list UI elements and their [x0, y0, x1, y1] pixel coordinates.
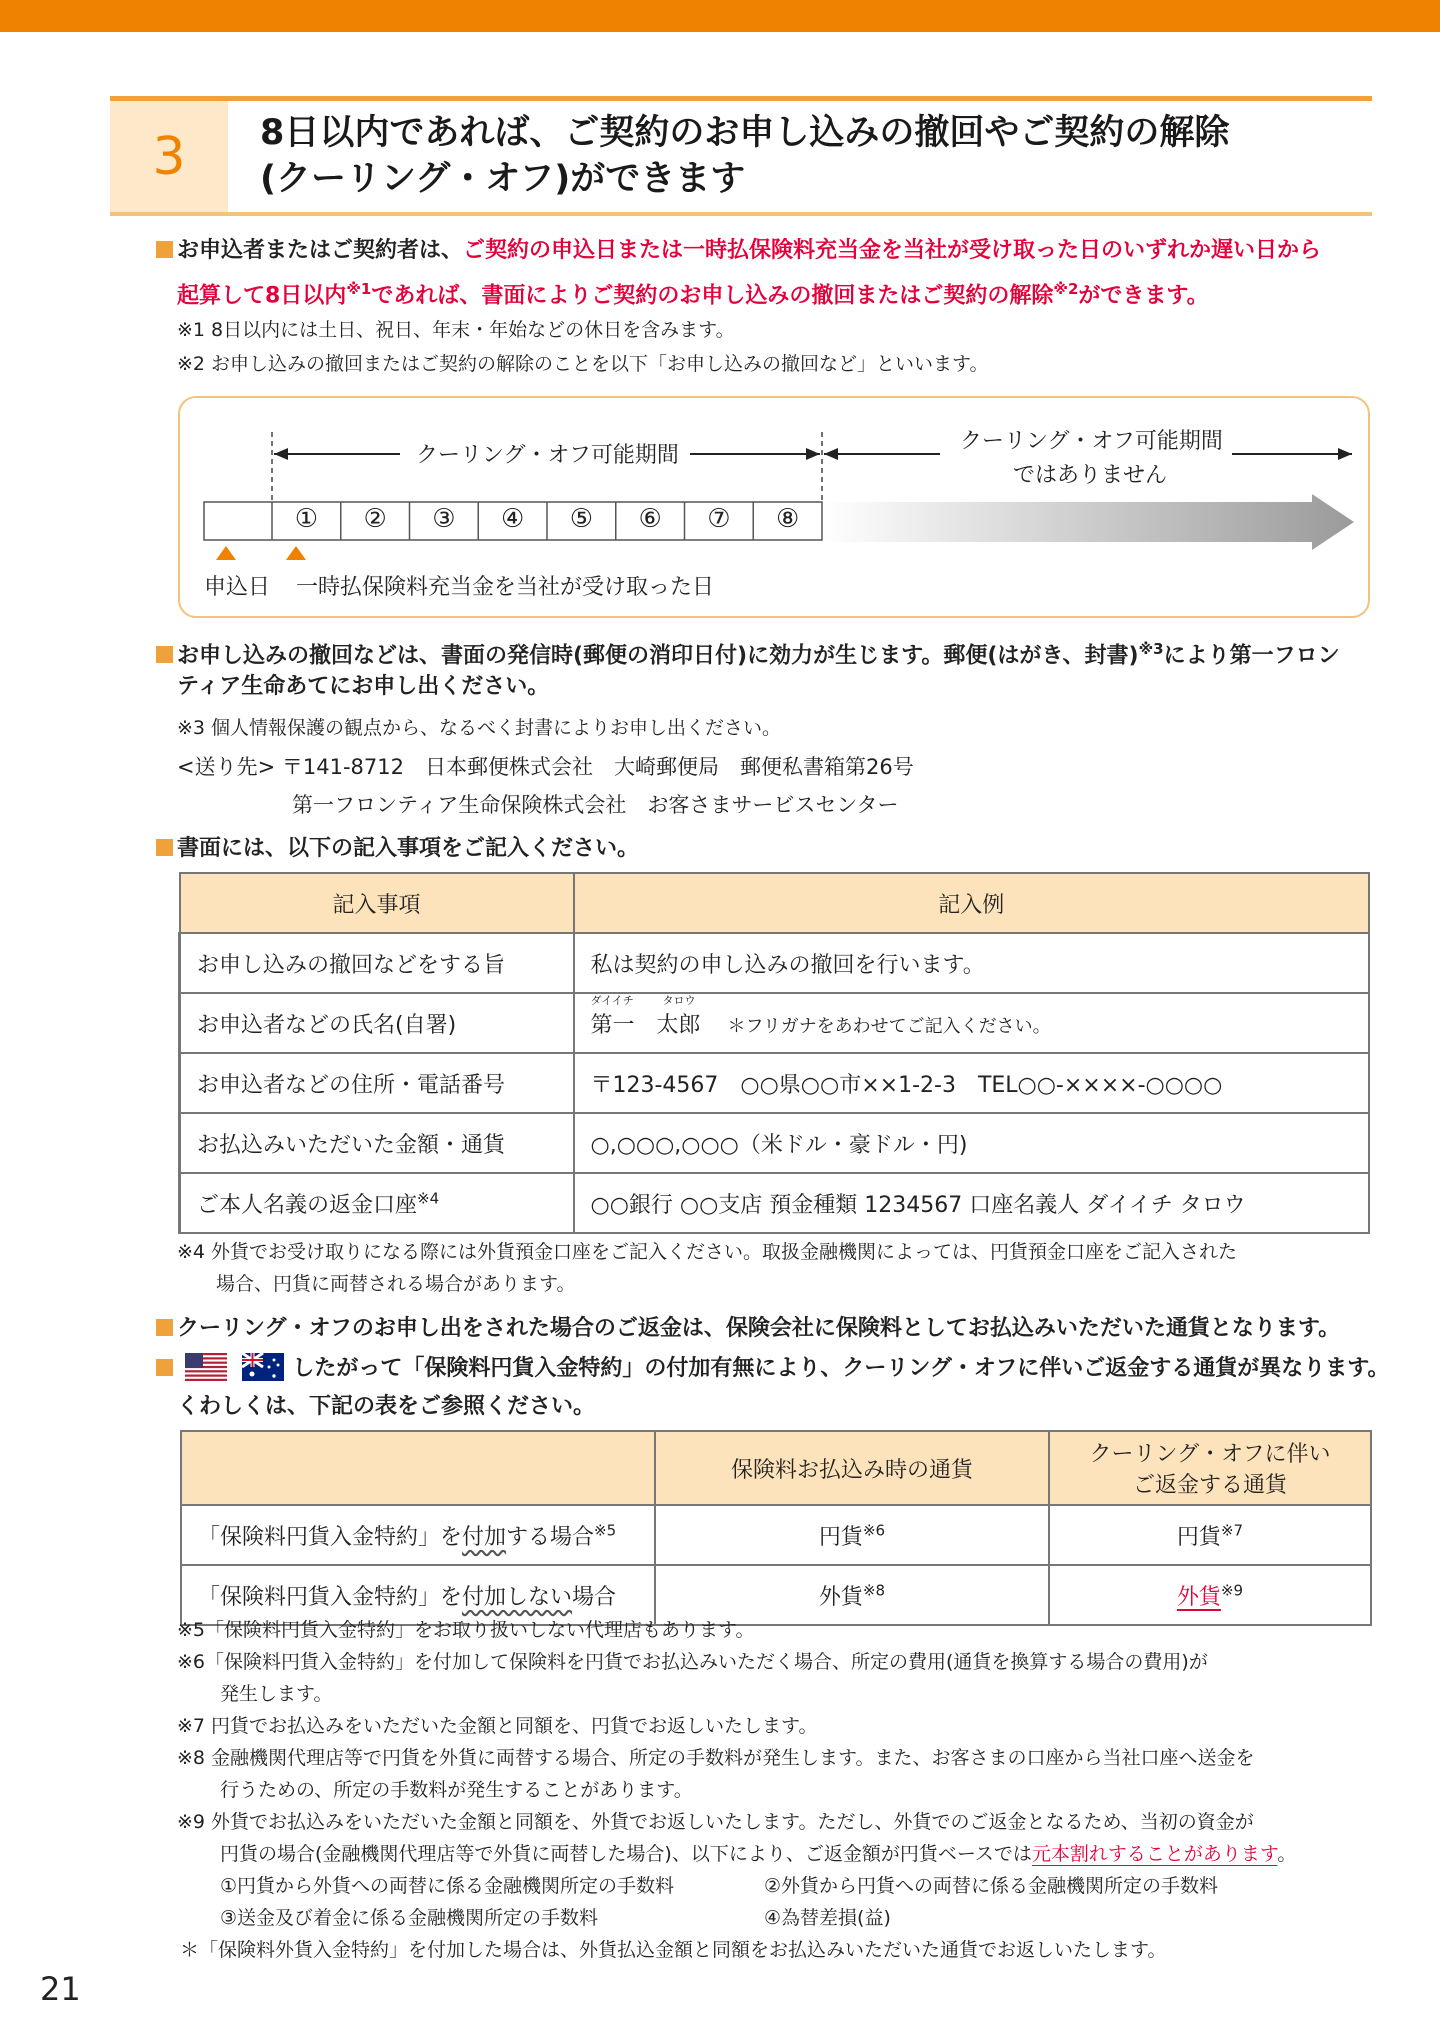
row-example: ○,○○○,○○○（米ドル・豪ドル・円)	[574, 1113, 1370, 1173]
para4-text: クーリング・オフのお申し出をされた場合のご返金は、保険会社に保険料としてお払込みいただいた通貨となります。	[177, 1316, 1341, 1341]
australia-flag-icon	[242, 1353, 284, 1381]
bullet-square	[156, 1359, 173, 1376]
ruby-given: タロウ	[662, 993, 696, 1007]
paragraph-cooling-off-line2	[177, 270, 1209, 315]
header-bottom-rule	[110, 212, 1372, 216]
fee-4: ④為替差損(益)	[764, 1907, 891, 1929]
refund-value-foreign: 外貨	[1176, 1584, 1221, 1610]
table-row	[180, 993, 1370, 1053]
table-row	[180, 1113, 1370, 1173]
day-label: ④	[500, 504, 525, 534]
para3-text: 書面には、以下の記入事項をご記入ください。	[177, 836, 640, 861]
bullet-square	[156, 839, 173, 856]
bullet-square	[156, 1319, 173, 1336]
row-item: お払込みいただいた金額・通貨	[180, 1113, 574, 1173]
para1-red2a: 起算して8日以内	[177, 283, 347, 309]
label-c: する場合	[506, 1524, 595, 1550]
row-label-with-rider	[181, 1505, 655, 1565]
para1-red-line1: ご契約の申込日または一時払保険料充当金を当社が受け取った日のいずれか遅い日から	[463, 238, 1322, 263]
name-example: 第一 太郎	[590, 1012, 701, 1038]
name-with-ruby	[590, 993, 701, 1039]
outside-arrow-right-head	[1338, 448, 1352, 460]
ruby-surname: ダイイチ	[590, 993, 634, 1007]
table-row	[180, 1053, 1370, 1113]
row-item	[180, 1173, 574, 1233]
row-example: 私は契約の申し込みの撤回を行います。	[574, 933, 1370, 993]
header-top-rule	[110, 96, 1372, 101]
note-5: ※5「保険料円貨入金特約」をお取り扱いしない代理店もあります。	[177, 1619, 755, 1641]
paragraph-postmark-line2: ティア生命あてにお申し出ください。	[177, 674, 550, 699]
row-item: お申込者などの住所・電話番号	[180, 1053, 574, 1113]
header-refund-currency	[1049, 1431, 1371, 1505]
day-label: ①	[294, 504, 319, 534]
period-arrow-right-head	[806, 448, 820, 460]
address-line1	[177, 748, 914, 786]
cooling-off-timeline-diagram	[178, 396, 1370, 618]
note-6-line1: ※6「保険料円貨入金特約」を付加して保険料を円貨でお払込みいただく場合、所定の費用(通貨を換算する場合の費用)が	[177, 1651, 1208, 1673]
day-label: ⑦	[707, 504, 731, 534]
para1-red2b: であれば、書面によりご契約のお申し込みの撤回またはご契約の解除	[371, 283, 1054, 309]
row-example: 〒123-4567 ○○県○○市××1-2-3 TEL○○-××××-○○○○	[574, 1053, 1370, 1113]
note-4-line2: 場合、円貨に両替される場合があります。	[216, 1273, 576, 1295]
note-4-line1: ※4 外貨でお受け取りになる際には外貨預金口座をご記入ください。取扱金融機関によっては、円貨預金口座をご記入された	[177, 1241, 1238, 1263]
pay-value: 円貨	[818, 1524, 863, 1550]
furigana-hint: ＊フリガナをあわせてご記入ください。	[727, 1015, 1051, 1037]
para2-line1a: お申し込みの撤回などは、書面の発信時(郵便の消印日付)に効力が生じます。郵便(はがき、封書)	[177, 643, 1139, 669]
form-items-table	[178, 872, 1370, 1234]
footnote-ref-8: ※8	[862, 1581, 886, 1600]
para1-prefix: お申込者またはご契約者は、	[177, 238, 464, 263]
note9-a: 円貨の場合(金融機関代理店等で外貨に両替した場合)、以下により、ご返金額が円貨ベースでは	[220, 1843, 1032, 1865]
row-item-text: ご本人名義の返金口座	[197, 1192, 418, 1218]
address-line2: 第一フロンティア生命保険株式会社 お客さまサービスセンター	[292, 793, 899, 817]
day-label: ⑤	[569, 504, 594, 534]
paragraph-form-intro	[156, 830, 639, 868]
bullet-square	[156, 241, 173, 258]
day-label: ⑧	[775, 504, 800, 534]
label-c: 場合	[572, 1584, 617, 1610]
refund-currency-table	[180, 1430, 1372, 1626]
table-header-row	[180, 873, 1370, 933]
table-row	[180, 1173, 1370, 1233]
header-item: 記入事項	[180, 873, 574, 933]
cell-refund	[1049, 1565, 1371, 1625]
bullet-square	[156, 646, 173, 663]
cell-refund	[1049, 1505, 1371, 1565]
day-label: ②	[363, 504, 387, 534]
note-7: ※7 円貨でお払込みをいただいた金額と同額を、円貨でお返しいたします。	[177, 1715, 818, 1737]
outside-label-1: クーリング・オフ可能期間	[960, 429, 1223, 454]
section-title	[260, 110, 1229, 202]
marker-premium-received	[286, 546, 306, 560]
note-1: ※1 8日以内には土日、祝日、年末・年始などの休日を含みます。	[177, 319, 735, 341]
para1-red2c: ができます。	[1078, 283, 1209, 309]
para2-line1b: により第一フロン	[1163, 643, 1340, 669]
table-row	[180, 933, 1370, 993]
outside-arrow-left-head	[824, 448, 838, 460]
period-arrow-left-head	[274, 448, 288, 460]
row-item: お申込者などの氏名(自署)	[180, 993, 574, 1053]
footnote-ref-3: ※3	[1138, 640, 1164, 658]
note-2: ※2 お申し込みの撤回またはご契約の解除のことを以下「お申し込みの撤回など」といいます。	[177, 353, 989, 375]
footnote-ref-7: ※7	[1220, 1521, 1244, 1540]
label-a: 「保険料円貨入金特約」を	[198, 1524, 463, 1550]
marker-label-application: 申込日	[204, 575, 271, 600]
para5-line1: したがって「保険料円貨入金特約」の付加有無により、クーリング・オフに伴いご返金する通貨が異なります。	[292, 1356, 1390, 1381]
footnote-ref-9: ※9	[1220, 1581, 1244, 1600]
header-refund-line1: クーリング・オフに伴い	[1089, 1442, 1331, 1467]
table-row	[181, 1505, 1371, 1565]
fee-1: ①円貨から外貨への両替に係る金融機関所定の手数料	[220, 1875, 675, 1897]
outside-label-2: ではありません	[1012, 463, 1167, 488]
label-a: 「保険料円貨入金特約」を	[198, 1584, 463, 1610]
gradient-arrow	[822, 494, 1354, 550]
day-label: ⑥	[638, 504, 662, 534]
label-emph: 付加	[462, 1524, 507, 1550]
note-9-line2	[220, 1838, 1296, 1870]
footnote-ref-6: ※6	[862, 1521, 886, 1540]
header-refund-line2: ご返金する通貨	[1132, 1473, 1287, 1498]
footnote-ref-1: ※1	[346, 280, 372, 298]
footnote-ref-4: ※4	[417, 1189, 440, 1208]
note-9-line1: ※9 外貨でお払込みをいただいた金額と同額を、外貨でお返しいたします。ただし、外貨でのご返金となるため、当初の資金が	[177, 1811, 1254, 1833]
top-accent-bar	[0, 0, 1440, 32]
fee-3: ③送金及び着金に係る金融機関所定の手数料	[220, 1907, 599, 1929]
note9-principal-loss: 元本割れすることがあります	[1031, 1843, 1278, 1865]
row-example: ○○銀行 ○○支店 預金種類 1234567 口座名義人 ダイイチ タロウ	[574, 1173, 1370, 1233]
header-example: 記入例	[574, 873, 1370, 933]
paragraph-rider-difference	[156, 1350, 1390, 1388]
address-label: <送り先>	[177, 755, 276, 779]
note-6-line2: 発生します。	[220, 1683, 333, 1705]
table-header-row	[181, 1431, 1371, 1505]
marker-application-date	[216, 546, 236, 560]
cell-payment	[655, 1505, 1049, 1565]
section-number: 3	[110, 101, 228, 212]
period-label: クーリング・オフ可能期間	[416, 443, 679, 468]
header-blank	[181, 1431, 655, 1505]
marker-label-received: 一時払保険料充当金を当社が受け取った日	[296, 575, 715, 600]
section-title-line2: (クーリング・オフ)ができます	[260, 159, 746, 199]
note-star: ＊「保険料外貨入金特約」を付加した場合は、外貨払込金額と同額をお払込みいただいた通貨でお返しいたします。	[180, 1939, 1167, 1961]
row-example-name	[574, 993, 1370, 1053]
footnote-ref-5: ※5	[594, 1521, 617, 1540]
header-payment-currency: 保険料お払込み時の通貨	[655, 1431, 1049, 1505]
footnote-ref-2: ※2	[1053, 280, 1079, 298]
refund-value: 円貨	[1176, 1524, 1221, 1550]
note9-c: 。	[1277, 1843, 1297, 1865]
row-item: お申し込みの撤回などをする旨	[180, 933, 574, 993]
note-8-line2: 行うための、所定の手数料が発生することがあります。	[220, 1779, 693, 1801]
label-emph: 付加しない	[462, 1584, 573, 1610]
us-flag-icon	[185, 1353, 227, 1381]
paragraph-cooling-off-main	[156, 232, 1321, 270]
note-8-line1: ※8 金融機関代理店等で円貨を外貨に両替する場合、所定の手数料が発生します。また、お客さまの口座から当社口座へ送金を	[177, 1747, 1255, 1769]
section-header	[110, 96, 1372, 216]
paragraph-rider-line2: くわしくは、下記の表をご参照ください。	[177, 1394, 596, 1419]
address-text-1: 〒141-8712 日本郵便株式会社 大崎郵便局 郵便私書箱第26号	[281, 755, 914, 779]
pay-value: 外貨	[818, 1584, 863, 1610]
section-title-line1: 8日以内であれば、ご契約のお申し込みの撤回やご契約の解除	[260, 113, 1230, 153]
page-number: 21	[40, 1970, 81, 2008]
day-label: ③	[432, 504, 456, 534]
note-3: ※3 個人情報保護の観点から、なるべく封書によりお申し出ください。	[177, 717, 782, 739]
paragraph-refund-currency	[156, 1310, 1340, 1348]
fee-2: ②外貨から円貨への両替に係る金融機関所定の手数料	[764, 1875, 1219, 1897]
